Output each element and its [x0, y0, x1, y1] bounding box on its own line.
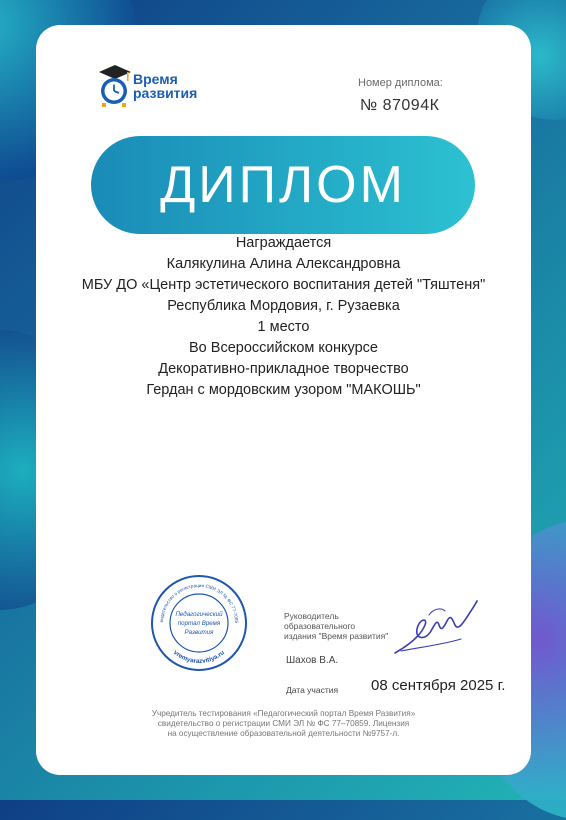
signature-title-line3: издания "Время развития" [284, 631, 389, 641]
signature [391, 595, 481, 660]
award-text [36, 233, 531, 401]
stamp-center-line1: Педагогический [175, 611, 223, 618]
diploma-card [36, 25, 531, 775]
stamp [149, 573, 249, 673]
footer-line: на осуществление образовательной деятельности №9757-л. [167, 729, 400, 738]
participation-date: 08 сентября 2025 г. [371, 677, 506, 694]
place: 1 место [257, 319, 310, 335]
logo-text-line1: Время [133, 71, 178, 87]
stamp-ring-top: видетельство о регистрации СМИ ЭЛ № ФС 77-7085 [158, 582, 240, 624]
date-label: Дата участия [286, 685, 339, 695]
logo [93, 60, 223, 110]
clock-icon [93, 60, 135, 110]
location: Республика Мордовия, г. Рузаевка [167, 298, 400, 314]
organization: МБУ ДО «Центр эстетического воспитания детей "Тяштеня" [81, 277, 486, 293]
recipient-name: Калякулина Алина Александровна [166, 256, 401, 272]
signature-title-line1: Руководитель [284, 611, 339, 621]
contest: Во Всероссийском конкурсе [189, 340, 378, 356]
logo-text-line2: развития [133, 85, 198, 101]
signature-title [284, 611, 388, 641]
title-banner [91, 136, 475, 234]
signer-name: Шахов В.А. [286, 655, 339, 666]
diploma-number: № 87094К [360, 97, 440, 114]
stamp-center-line2: портал Время [177, 620, 221, 627]
diploma-number-label: Номер диплома: [358, 77, 443, 89]
footer [36, 709, 531, 739]
footer-line: Учредитель тестирования «Педагогический портал Время Развития» [151, 709, 416, 718]
signature-title-line2: образовательного [284, 621, 356, 631]
nomination: Декоративно-прикладное творчество [158, 361, 409, 377]
footer-line: свидетельство о регистрации СМИ ЭЛ № ФС 77–70859. Лицензия [157, 719, 410, 728]
work-title: Гердан с мордовским узором "МАКОШЬ" [146, 382, 421, 398]
award-line: Награждается [235, 235, 332, 251]
stamp-center-line3: Развития [184, 629, 214, 636]
diploma-title: ДИПЛОМ [160, 156, 406, 214]
stamp-ring-bottom: vremyarazvitiya.ru [172, 649, 226, 666]
